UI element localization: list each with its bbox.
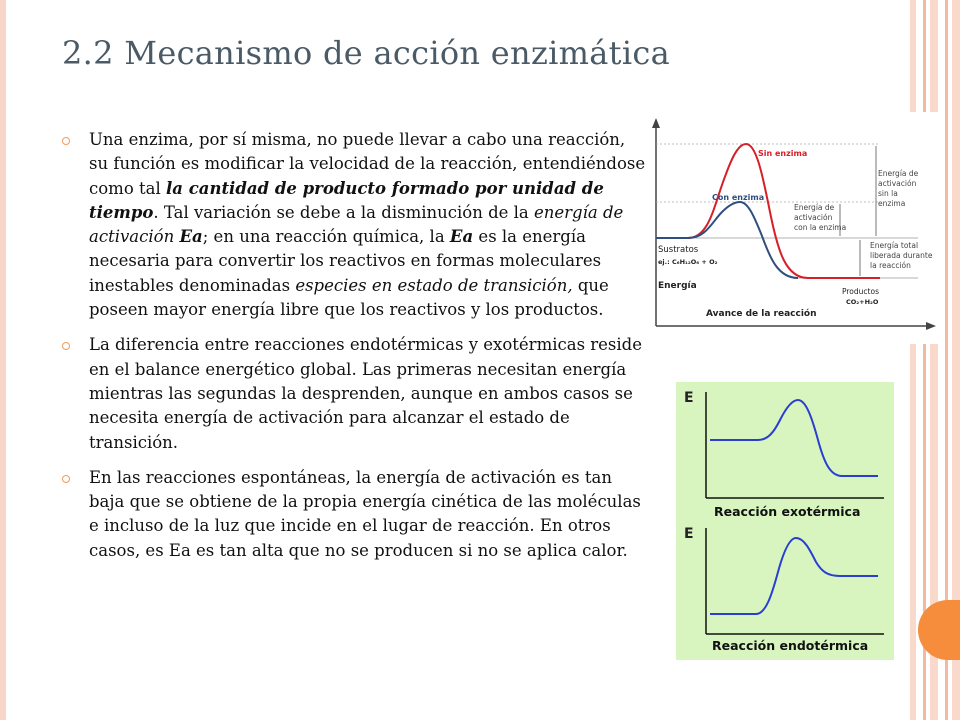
- label-productos: Productos: [842, 287, 879, 296]
- text: La diferencia entre reacciones endotérmicas y exotérmicas reside en el balance energético global. Las primeras necesitan energía mientras las segundas la desprenden, aunque en ambos casos se necesita energía de activación para alcanzar el estado de transición.: [89, 335, 643, 452]
- x-axis-arrow: [926, 322, 936, 330]
- left-border: [0, 0, 6, 720]
- emphasis: la cantidad de producto formado por unidad de tiempo: [89, 178, 604, 222]
- text: . Tal variación se debe a la disminución de la: [153, 202, 535, 222]
- label-total-1: Energía total: [870, 241, 919, 250]
- bullet-3: [62, 466, 647, 563]
- label-con-1: Energía de: [794, 203, 835, 212]
- label-e-top: E: [684, 390, 694, 406]
- text: es la energía necesaria para convertir los reactivos en formas moleculares inestables denominadas: [89, 227, 602, 295]
- emphasis: especies en estado de transición,: [295, 275, 573, 295]
- label-exotermica: Reacción exotérmica: [714, 504, 861, 519]
- label-energia: Energía: [658, 281, 697, 291]
- label-sin-2: activación: [878, 179, 917, 188]
- label-con-3: con la enzima: [794, 223, 847, 232]
- slide-content: [62, 128, 647, 574]
- enzyme-energy-diagram: [648, 112, 944, 344]
- label-con-2: activación: [794, 213, 833, 222]
- curve-endotermica: [710, 538, 878, 614]
- bullet-icon: [62, 137, 70, 145]
- label-sin-4: enzima: [878, 199, 906, 208]
- exo-endo-svg: [676, 382, 894, 660]
- bullet-icon: [62, 475, 70, 483]
- emphasis: Ea: [179, 227, 203, 247]
- label-total-3: la reacción: [870, 261, 911, 270]
- y-axis-arrow: [652, 118, 660, 128]
- label-productos-formula: CO₂+H₂O: [846, 298, 879, 306]
- label-con-enzima: Con enzima: [712, 193, 765, 202]
- bullet-1: [62, 128, 647, 322]
- bullet-2: [62, 333, 647, 454]
- label-total-2: liberada durante: [870, 251, 933, 260]
- emphasis: Ea: [449, 227, 474, 247]
- bullet-icon: [62, 342, 70, 350]
- text: Una enzima, por sí misma, no puede llevar a cabo una reacción, su función es modificar la velocidad de la reacción, entendiéndose como tal: [89, 130, 646, 198]
- label-sin-3: sin la: [878, 189, 898, 198]
- text: ; en una reacción química, la: [202, 227, 450, 247]
- label-e-bottom: E: [684, 526, 694, 542]
- curve-exotermica: [710, 400, 878, 476]
- label-avance: Avance de la reacción: [706, 309, 817, 319]
- label-endotermica: Reacción endotérmica: [712, 638, 869, 653]
- enzyme-energy-svg: [648, 112, 944, 344]
- exo-endo-diagram: [676, 382, 894, 660]
- label-sin-enzima: Sin enzima: [758, 149, 808, 158]
- text: En las reacciones espontáneas, la energía de activación es tan baja que se obtiene de la propia energía cinética de las moléculas e incluso de la luz que incide en el lugar de reacción. En otros casos, es Ea es tan alta que no se producen si no se aplica calor.: [89, 467, 641, 560]
- text: que poseen mayor energía libre que los reactivos y los productos.: [89, 275, 609, 320]
- slide-title: 2.2 Mecanismo de acción enzimática: [62, 34, 670, 72]
- emphasis: energía de activación: [89, 202, 624, 247]
- label-sustratos-ej: ej.: C₆H₁₂O₆ + O₂: [658, 258, 718, 266]
- label-sin-1: Energía de: [878, 169, 919, 178]
- label-sustratos: Sustratos: [658, 245, 699, 255]
